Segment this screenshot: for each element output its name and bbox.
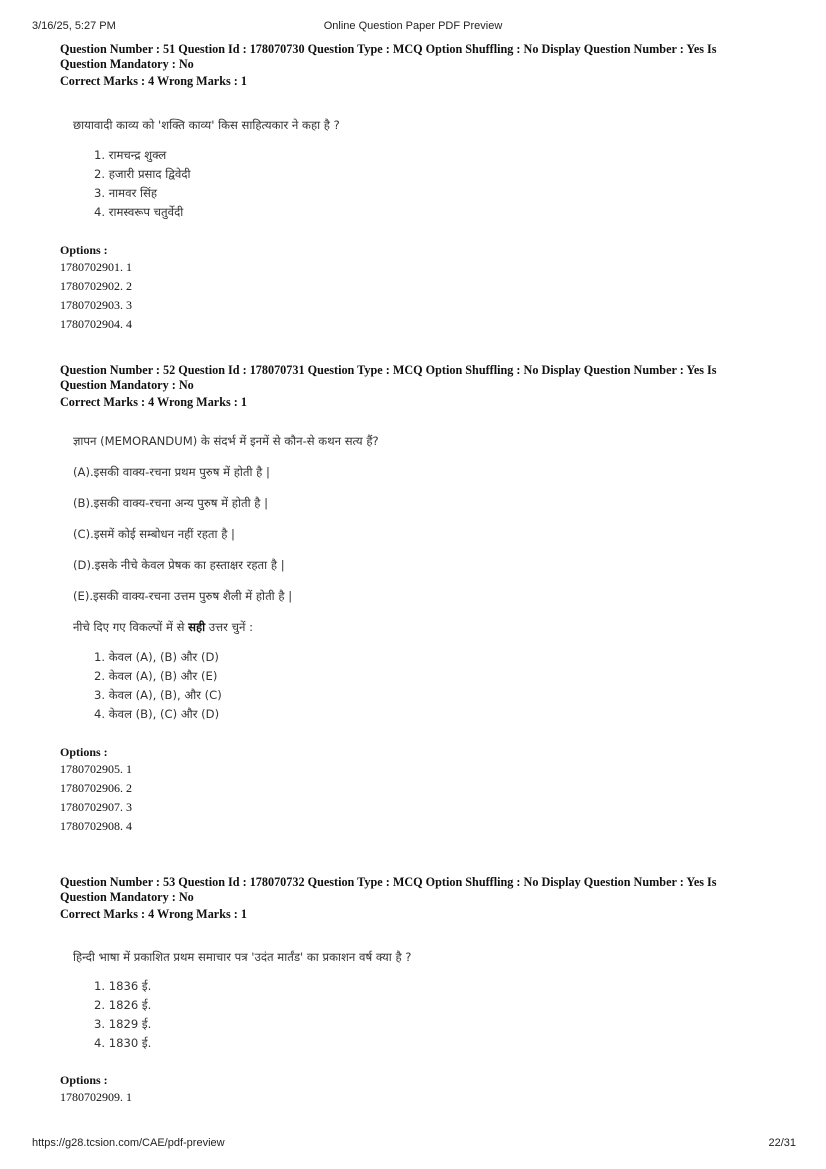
options-label: Options : [60, 1073, 108, 1087]
statement: (A).इसकी वाक्य-रचना प्रथम पुरुष में होती है | [73, 465, 270, 479]
instruction: नीचे दिए गए विकल्पों में से सही उत्तर चुनें : [73, 620, 253, 634]
page-number: 22/31 [768, 1137, 796, 1149]
choice-item: 1. 1836 ई. [94, 979, 152, 993]
question-stem: ज्ञापन (MEMORANDUM) के संदर्भ में इनमें से कौन-से कथन सत्य हैं? (A).इसकी वाक्य-रचना प्रथम पुरुष में होती है | (B).इसकी वाक्य-रचना अन्य पुरुष में होती है | (C).इसमें कोई सम्बोधन नहीं रहता है | (D).इसके नीचे केवल प्रेषक का हस्ताक्षर रहता है | (E).इसकी वाक्य-रचना उत्तम पुरुष शैली में होती है | नीचे दिए गए विकल्पों में से सही उत्तर चुनें : [73, 434, 780, 635]
statement: (D).इसके नीचे केवल प्रेषक का हस्ताक्षर रहता है | [73, 558, 285, 572]
choice-item: 4. रामस्वरूप चतुर्वेदी [94, 205, 184, 219]
statement: (B).इसकी वाक्य-रचना अन्य पुरुष में होती है | [73, 496, 269, 510]
option-id: 1780702907. 3 [60, 800, 132, 814]
choice-list [73, 977, 780, 1053]
question-marks: Correct Marks : 4 Wrong Marks : 1 [60, 395, 247, 409]
choice-item: 1. केवल (A), (B) और (D) [94, 650, 219, 664]
print-datetime: 3/16/25, 5:27 PM [32, 20, 116, 32]
options-label: Options : [60, 243, 108, 257]
option-id: 1780702902. 2 [60, 279, 132, 293]
option-id: 1780702908. 4 [60, 819, 132, 833]
question-meta: Question Number : 53 Question Id : 178070732 Question Type : MCQ Option Shuffling : No Display Question Number : Yes Is Question Mandatory : No [60, 875, 717, 904]
statement: (C).इसमें कोई सम्बोधन नहीं रहता है | [73, 527, 235, 541]
option-id: 1780702903. 3 [60, 298, 132, 312]
question-meta: Question Number : 52 Question Id : 178070731 Question Type : MCQ Option Shuffling : No Display Question Number : Yes Is Question Mandatory : No [60, 363, 717, 392]
question-stem: छायावादी काव्य को 'शक्ति काव्य' किस साहित्यकार ने कहा है ? [73, 118, 340, 132]
statement: (E).इसकी वाक्य-रचना उत्तम पुरुष शैली में होती है | [73, 589, 293, 603]
choice-item: 2. 1826 ई. [94, 998, 152, 1012]
question-stem: हिन्दी भाषा में प्रकाशित प्रथम समाचार पत्र 'उदंत मार्तंड' का प्रकाशन वर्ष क्या है ? [73, 950, 412, 964]
choice-item: 3. नामवर सिंह [94, 186, 157, 200]
option-id: 1780702909. 1 [60, 1090, 132, 1104]
choice-item: 2. हजारी प्रसाद द्विवेदी [94, 167, 191, 181]
option-id: 1780702901. 1 [60, 260, 132, 274]
choice-item: 4. 1830 ई. [94, 1036, 152, 1050]
question-53 [60, 875, 780, 1107]
choice-list [73, 648, 780, 724]
option-id: 1780702904. 4 [60, 317, 132, 331]
question-marks: Correct Marks : 4 Wrong Marks : 1 [60, 907, 247, 921]
choice-item: 2. केवल (A), (B) और (E) [94, 669, 218, 683]
option-id: 1780702906. 2 [60, 781, 132, 795]
page-url: https://g28.tcsion.com/CAE/pdf-preview [32, 1137, 225, 1149]
question-51 [60, 42, 780, 334]
choice-item: 3. 1829 ई. [94, 1017, 152, 1031]
choice-item: 1. रामचन्द्र शुक्ल [94, 148, 167, 162]
question-marks: Correct Marks : 4 Wrong Marks : 1 [60, 74, 247, 88]
options-label: Options : [60, 745, 108, 759]
question-52 [60, 363, 780, 836]
choice-item: 4. केवल (B), (C) और (D) [94, 707, 220, 721]
choice-list [73, 146, 780, 222]
question-meta: Question Number : 51 Question Id : 178070730 Question Type : MCQ Option Shuffling : No Display Question Number : Yes Is Question Mandatory : No [60, 42, 717, 71]
document-title: Online Question Paper PDF Preview [323, 20, 503, 32]
option-id: 1780702905. 1 [60, 762, 132, 776]
choice-item: 3. केवल (A), (B), और (C) [94, 688, 222, 702]
